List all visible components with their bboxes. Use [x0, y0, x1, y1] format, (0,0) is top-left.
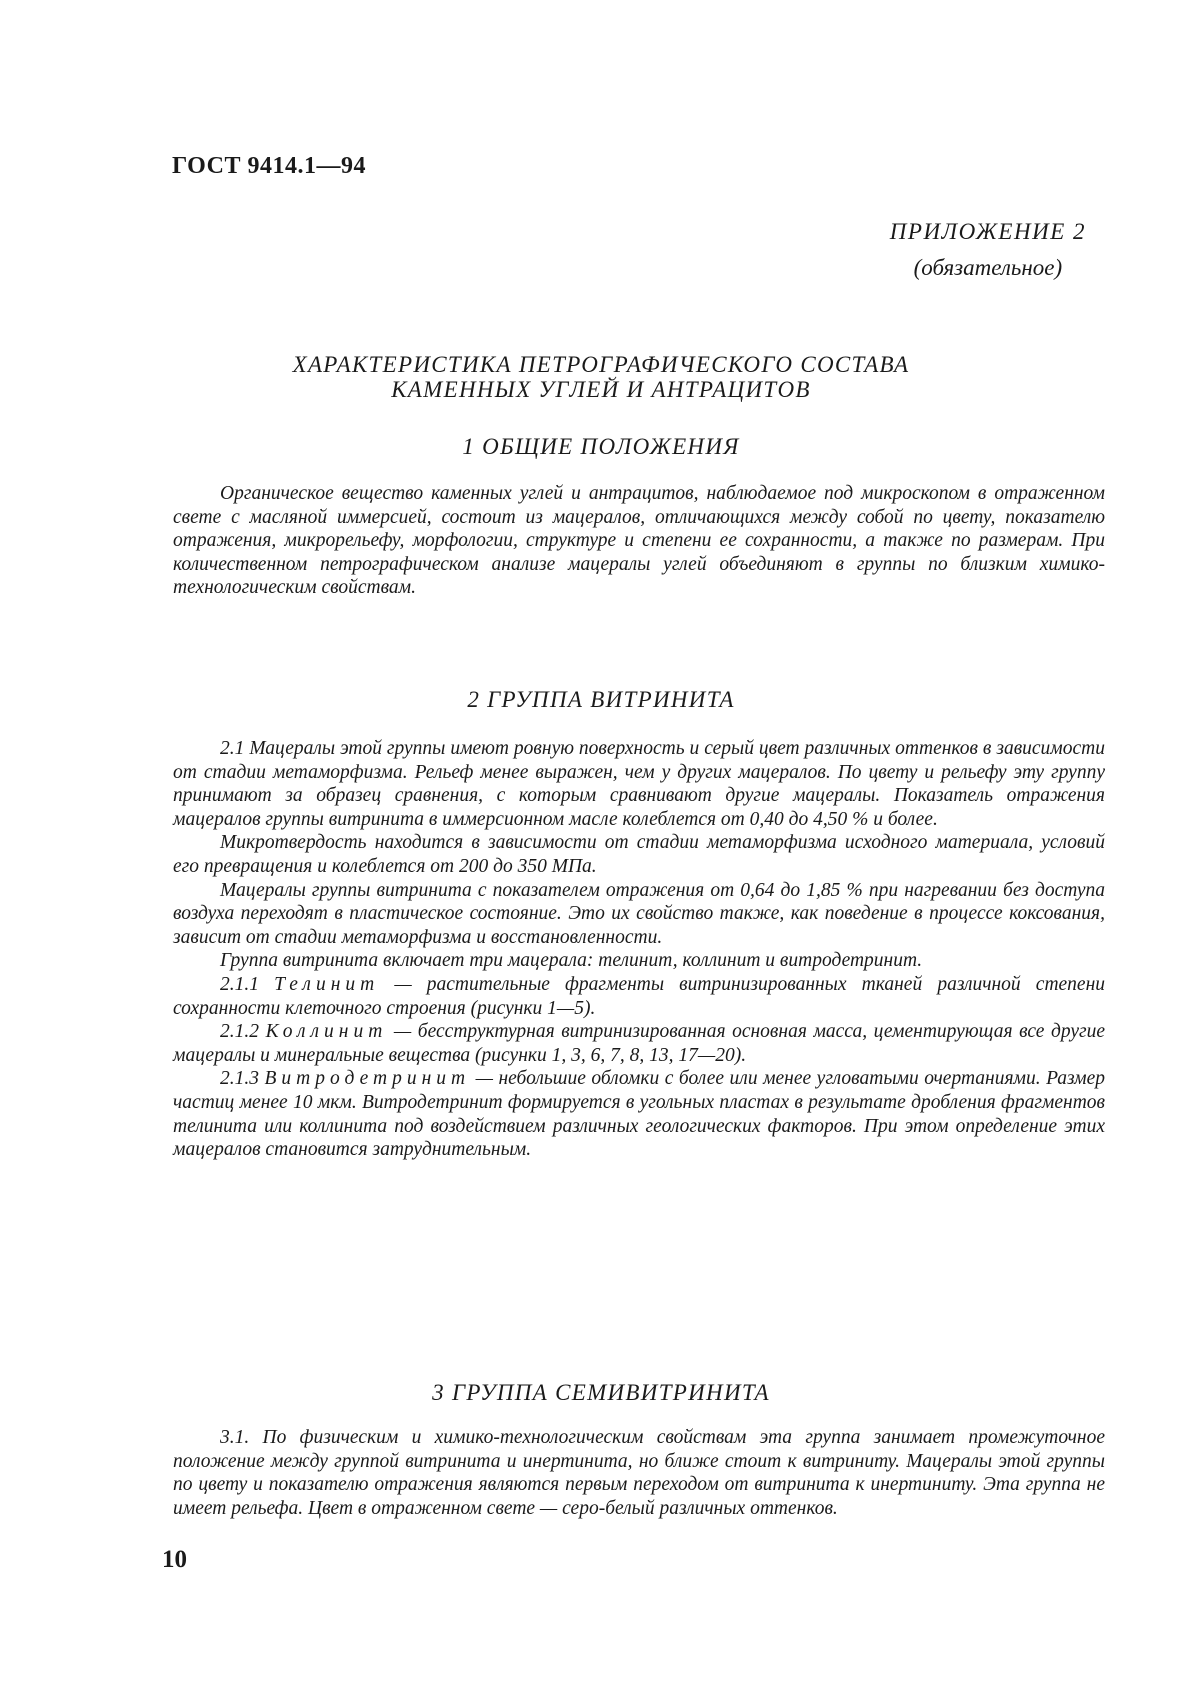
document-code: ГОСТ 9414.1—94: [172, 153, 366, 179]
paragraph-2-1: 2.1 Мацералы этой группы имеют ровную поверхность и серый цвет различных оттенков в зависимости от стадии метаморфизма. Рельеф менее выражен, чем у других мацералов. По цвету и рельефу эту группу принимают за образец сравнения, с которым сравнивают другие мацералы. Показатель отражения мацералов группы витринита в иммерсионном масле колеблется от 0,40 до 4,50 % и более.: [173, 738, 1105, 830]
section-1-paragraph: Органическое вещество каменных углей и антрацитов, наблюдаемое под микроскопом в отраженном свете с масляной иммерсией, состоит из мацералов, отличающихся между собой по цвету, показателю отражения, микрорельефу, морфологии, структуре и степени ее сохранности, а также по размерам. При количественном петрографическом анализе мацералы углей объединяют в группы по близким химико-технологическим свойствам.: [173, 483, 1105, 599]
term-telinite: Телинит: [274, 973, 380, 995]
page-title-line-2: КАМЕННЫХ УГЛЕЙ И АНТРАЦИТОВ: [391, 377, 811, 402]
clause-number: 3.1.: [220, 1427, 250, 1448]
section-3-heading: 3 ГРУППА СЕМИВИТРИНИТА: [432, 1380, 770, 1405]
paragraph-2-1-1: 2.1.1 Телинит — растительные фрагменты витринизированных тканей различной степени сохранности клеточного строения (рисунки 1—5).: [173, 973, 1106, 1019]
clause-number: 2.1.3: [220, 1068, 259, 1090]
page-title: [0, 352, 1202, 402]
paragraph-macerals-list: Группа витринита включает три мацерала: телинит, коллинит и витродетринит.: [220, 950, 923, 972]
appendix-title: ПРИЛОЖЕНИЕ 2: [889, 219, 1086, 244]
paragraph-2-1-3: 2.1.3 Витродетринит — небольшие обломки с более или менее угловатыми очертаниями. Размер частиц менее 10 мкм. Витродетринит формируется в угольных пластах в результате дробления фрагментов телинита или коллинита под воздействием различных геологических факторов. При этом определение этих мацералов становится затруднительным.: [173, 1068, 1105, 1161]
section-2-heading: 2 ГРУППА ВИТРИНИТА: [467, 687, 735, 712]
term-vitrodetrinite: Витродетринит: [264, 1068, 471, 1090]
page-number: 10: [162, 1546, 187, 1573]
term-collinite: Коллинит: [265, 1021, 388, 1043]
paragraph-3-1: 3.1. По физическим и химико-технологическим свойствам эта группа занимает промежуточное положение между группой витринита и инертинита, но ближе стоит к витриниту. Мацералы этой группы по цвету и показателю отражения являются первым переходом от витринита к инертиниту. Эта группа не имеет рельефа. Цвет в отраженном свете — серо-белый различных оттенков.: [173, 1427, 1105, 1519]
clause-number: 2.1: [220, 738, 245, 759]
paragraph-microhardness: Микротвердость находится в зависимости от стадии метаморфизма исходного материала, условий его превращения и колеблется от 200 до 350 МПа.: [173, 832, 1105, 877]
clause-number: 2.1.1: [220, 973, 259, 995]
section-3-body: [173, 1426, 1105, 1520]
appendix-block: [890, 214, 1086, 286]
clause-number: 2.1.2: [220, 1021, 259, 1043]
page-title-line-1: ХАРАКТЕРИСТИКА ПЕТРОГРАФИЧЕСКОГО СОСТАВА: [292, 352, 910, 377]
section-1-heading: 1 ОБЩИЕ ПОЛОЖЕНИЯ: [462, 434, 740, 459]
appendix-subtitle: (обязательное): [913, 255, 1063, 280]
section-2-body: [173, 737, 1105, 1162]
section-1-body: [173, 482, 1105, 600]
paragraph-2-1-2: 2.1.2 Коллинит — бесструктурная витринизированная основная масса, цементирующая все другие мацералы и минеральные вещества (рисунки 1, 3, 6, 7, 8, 13, 17—20).: [173, 1021, 1106, 1066]
paragraph-plastic-state: Мацералы группы витринита с показателем отражения от 0,64 до 1,85 % при нагревании без доступа воздуха переходят в пластическое состояние. Это их свойство также, как поведение в процессе коксования, зависит от стадии метаморфизма и восстановленности.: [173, 879, 1105, 948]
